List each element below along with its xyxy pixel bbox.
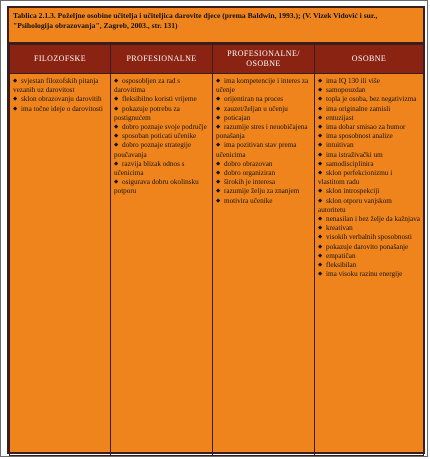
list-item-text: pokazuje darovito ponašanje	[326, 242, 409, 251]
list-item-text: osigurava dobru okolinsku potporu	[114, 178, 199, 196]
list-item-text: ima visoku razinu energije	[326, 270, 403, 279]
list-item	[114, 77, 209, 95]
list-item	[114, 160, 209, 178]
bullet-icon: ◆	[114, 160, 119, 167]
bullet-icon: ◆	[216, 170, 221, 177]
bullet-icon: ◆	[114, 105, 119, 112]
header-row	[10, 45, 424, 74]
bullet-icon: ◆	[318, 87, 323, 94]
table-container	[7, 6, 425, 454]
list-item	[114, 123, 209, 132]
list-item	[318, 233, 420, 242]
list-item-text: fleksibilan	[326, 261, 357, 270]
table-caption: Tablica 2.1.3. Poželjne osobine učitelja i učiteljica darovite djece (prema Baldwin, 1993.); (V. Vizek Vidović i sur., "Psihologija obrazovanja", Zagreb, 2003., str. 131)	[9, 8, 423, 44]
bullet-icon: ◆	[318, 160, 323, 167]
list-item-text: motivira učenike	[224, 196, 273, 205]
list-item-text: ima originalne zamisli	[326, 104, 391, 113]
bullet-icon: ◆	[216, 160, 221, 167]
list-item-text: ima istraživački um	[326, 150, 383, 159]
list-item-text: nenasilan i bez želje da kažnjava	[326, 215, 420, 224]
bullet-icon: ◆	[216, 78, 221, 84]
bullet-icon: ◆	[114, 133, 119, 140]
bullet-icon: ◆	[318, 114, 323, 121]
bullet-icon: ◆	[318, 142, 323, 149]
list-item-text: kreativan	[326, 224, 353, 233]
list-item	[318, 215, 420, 224]
bullet-icon: ◆	[318, 234, 323, 241]
list-item	[318, 187, 420, 196]
list-item	[318, 114, 420, 123]
list-item-text: dobro poznaje strategije poučavanja	[114, 141, 192, 159]
list-item-text: orijentiran na proces	[224, 95, 284, 104]
bullet-icon: ◆	[318, 151, 323, 158]
list-item	[216, 114, 311, 123]
list-item-text: sklon introspekciji	[326, 187, 380, 196]
list-item	[216, 141, 311, 159]
list-item	[216, 197, 311, 206]
list-item	[318, 197, 420, 215]
bullet-icon: ◆	[114, 96, 119, 103]
list-item-text: ima IQ 130 ili više	[326, 77, 380, 85]
table-row	[10, 74, 424, 456]
bullet-icon: ◆	[13, 78, 18, 84]
list-item	[216, 77, 311, 95]
list-item	[13, 95, 107, 104]
list-item-text: samodisciplinira	[326, 159, 374, 168]
column-cell	[213, 74, 315, 456]
bullet-icon: ◆	[13, 105, 18, 112]
list-item	[318, 95, 420, 104]
bullet-icon: ◆	[318, 170, 323, 177]
list-item	[318, 270, 420, 279]
list-item-text: sklon perfekcionizmu i vlastitom radu	[318, 169, 393, 187]
bullet-icon: ◆	[318, 243, 323, 250]
bullet-icon: ◆	[13, 96, 18, 103]
list-item	[318, 123, 420, 132]
bullet-icon: ◆	[318, 216, 323, 223]
list-item	[318, 160, 420, 169]
list-item	[216, 178, 311, 187]
list-item-text: poticajan	[224, 113, 251, 122]
list-item-text: osposobljen za rad s darovitima	[114, 77, 181, 95]
bullet-icon: ◆	[216, 188, 221, 195]
list-item	[216, 187, 311, 196]
bullet-icon: ◆	[216, 179, 221, 186]
list-item-text: ima točne ideje o darovitosti	[21, 104, 103, 113]
column-header-filozofske: FILOZOFSKE	[10, 45, 111, 74]
list-item-text: sklon otporu vanjskom autoritetu	[318, 196, 392, 214]
list-item	[318, 86, 420, 95]
bullet-icon: ◆	[216, 197, 221, 204]
list-item	[318, 261, 420, 270]
bullet-icon: ◆	[318, 271, 323, 278]
list-item	[216, 105, 311, 114]
bullet-icon: ◆	[114, 179, 119, 186]
bullet-icon: ◆	[216, 96, 221, 103]
teacher-traits-table	[9, 44, 424, 456]
column-cell	[315, 74, 424, 456]
list-item	[216, 123, 311, 141]
column-cell	[10, 74, 111, 456]
column-cell	[111, 74, 213, 456]
list-item-text: razvija blizak odnos s učenicima	[114, 159, 185, 178]
list-item	[318, 141, 420, 150]
list-item-text: pokazuje potrebu za postignućem	[114, 104, 180, 122]
list-item-text: širokih je interesa	[224, 178, 276, 187]
list-item-text: intuitivan	[326, 141, 354, 150]
list-item	[318, 252, 420, 261]
bullet-icon: ◆	[216, 114, 221, 121]
list-item-text: razumije želju za znanjem	[224, 187, 300, 196]
bullet-icon: ◆	[216, 142, 221, 149]
list-item	[13, 105, 107, 114]
list-item	[114, 178, 209, 196]
column-header-profesionalne-osobne: PROFESIONALNE/ OSOBNE	[213, 45, 315, 74]
list-item	[114, 105, 209, 123]
list-item-text: fleksibilno koristi vrijeme	[122, 95, 197, 104]
list-item	[114, 132, 209, 141]
bullet-icon: ◆	[318, 96, 323, 103]
list-item	[318, 77, 420, 86]
bullet-icon: ◆	[318, 262, 323, 269]
list-item	[216, 169, 311, 178]
list-item	[216, 160, 311, 169]
list-item-text: dobro obrazovan	[224, 159, 273, 168]
bullet-icon: ◆	[318, 78, 323, 84]
list-item-text: ima pozitivan stav prema učenicima	[216, 141, 297, 159]
list-item-text: svjestan filozofskih pitanja vezanih uz darovitost	[13, 77, 99, 95]
list-item-text: visokih verbalnih sposobnosti	[326, 233, 412, 242]
list-item-text: dobro organiziran	[224, 169, 276, 178]
bullet-icon: ◆	[114, 78, 119, 84]
list-item-text: samopouzdan	[326, 86, 366, 95]
list-item-text: ima kompetencije i interes za učenje	[216, 77, 309, 95]
list-item	[318, 169, 420, 187]
list-item-text: empatičan	[326, 251, 356, 260]
list-item	[318, 151, 420, 160]
bullet-icon: ◆	[318, 225, 323, 232]
list-item	[13, 77, 107, 95]
list-item-text: razumije stres i neuobičajena ponašanja	[216, 123, 308, 141]
list-item-text: topla je osoba, bez negativizma	[326, 95, 417, 104]
bullet-icon: ◆	[114, 142, 119, 149]
bullet-icon: ◆	[318, 252, 323, 259]
list-item-text: ima dobar smisao za humor	[326, 123, 406, 132]
bullet-icon: ◆	[216, 124, 221, 131]
list-item	[216, 95, 311, 104]
list-item	[318, 132, 420, 141]
list-item	[318, 224, 420, 233]
bullet-icon: ◆	[216, 105, 221, 112]
list-item	[318, 243, 420, 252]
list-item-text: sposoban poticati učenike	[122, 132, 197, 141]
bullet-icon: ◆	[318, 133, 323, 140]
column-header-osobne: OSOBNE	[315, 45, 424, 74]
list-item-text: ima sposobnost analize	[326, 132, 393, 141]
bullet-icon: ◆	[318, 197, 323, 204]
list-item	[114, 95, 209, 104]
column-header-profesionalne: PROFESIONALNE	[111, 45, 213, 74]
list-item	[318, 105, 420, 114]
list-item-text: entuzijast	[326, 113, 354, 122]
bullet-icon: ◆	[318, 188, 323, 195]
bullet-icon: ◆	[114, 124, 119, 131]
bullet-icon: ◆	[318, 105, 323, 112]
list-item-text: dobro poznaje svoje područje	[122, 123, 207, 132]
list-item-text: zauzet/željan u učenju	[224, 104, 288, 113]
bullet-icon: ◆	[318, 124, 323, 131]
list-item	[114, 141, 209, 159]
list-item-text: sklon obrazovanju darovitih	[21, 95, 102, 104]
